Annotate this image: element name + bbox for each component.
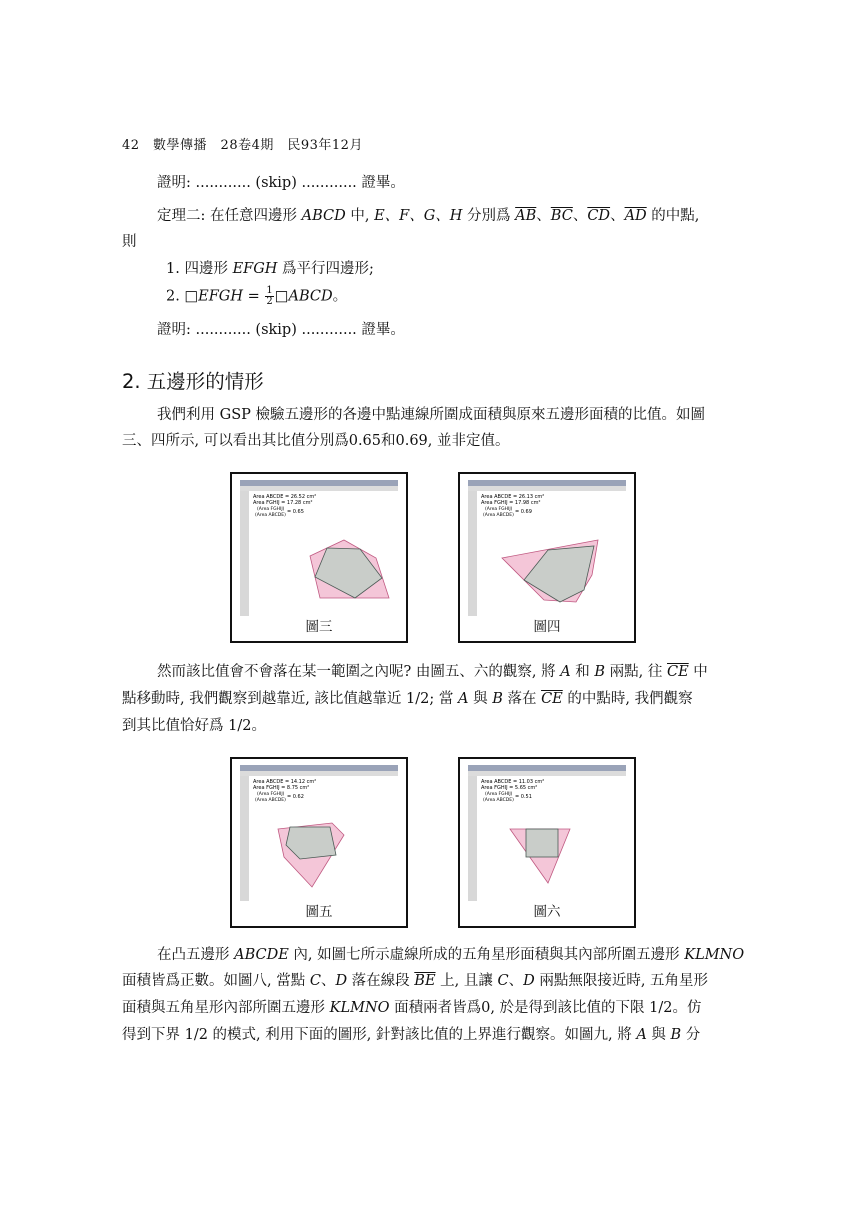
theorem-2-continuation: 則 — [122, 234, 137, 250]
area-abcde-text: Area ABCDE = 26.13 cm² — [481, 494, 545, 500]
paragraph-3-line-2: 面積皆爲正數。如圖八, 當點 C、D 落在線段 $\overline{BE}$ 上, 且讓 C、D 兩點無限接近時, 五角星形 — [122, 973, 709, 989]
gsp-screenshot-fig6 — [468, 765, 626, 901]
paragraph-2-line-2: 點移動時, 我們觀察到越靠近, 該比值越靠近 1/2; 當 A 與 B 落在 $\overline{CE}$ 的中點時, 我們觀察 — [122, 691, 693, 707]
proof-line-2: 證明: ............ (skip) ............ 證畢。 — [157, 322, 405, 338]
ratio-value-text: = 0.69 — [515, 509, 532, 515]
figure-4 — [458, 472, 636, 643]
theorem-2-line: 定理二: 在任意四邊形 ABCD 中, E、F、G、H 分別爲 $\overline{AB}$、$\overline{BC}$、$\overline{CD}$、$\overline{AD}$ 的中點, — [157, 208, 700, 224]
ratio-denominator-text: (Area ABCDE) — [255, 513, 286, 518]
paragraph-1-line-1: 我們利用 GSP 檢驗五邊形的各邊中點連線所圍成面積與原來五邊形面積的比值。如圖 — [157, 407, 705, 423]
ratio-numerator-text: (Area FGHIJ) — [485, 792, 513, 797]
area-fghij-text: Area FGHIJ = 17.28 cm² — [253, 500, 313, 506]
gsp-screenshot-fig3 — [240, 480, 398, 616]
area-abcde-text: Area ABCDE = 11.03 cm² — [481, 779, 545, 785]
figure-3 — [230, 472, 408, 643]
ratio-denominator-text: (Area ABCDE) — [483, 513, 514, 518]
gsp-screenshot-fig4 — [468, 480, 626, 616]
theorem-item-2: 2. □EFGH = $\frac{1}{2}$ □ABCD。 — [166, 285, 348, 307]
theorem-item-1: 1. 四邊形 EFGH 爲平行四邊形; — [166, 261, 374, 277]
figure-5 — [230, 757, 408, 928]
ratio-denominator-text: (Area ABCDE) — [255, 798, 286, 803]
area-fghij-text: Area FGHIJ = 17.98 cm² — [481, 500, 541, 506]
figure-6-caption: 圖六 — [533, 904, 561, 920]
figure-4-caption: 圖四 — [533, 619, 561, 635]
ratio-value-text: = 0.62 — [287, 794, 304, 800]
area-abcde-text: Area ABCDE = 26.52 cm² — [253, 494, 317, 500]
paragraph-3-line-3: 面積與五角星形內部所圍五邊形 KLMNO 面積兩者皆爲0, 於是得到該比值的下限 1/2。仿 — [122, 1000, 702, 1016]
ratio-value-text: = 0.51 — [515, 794, 532, 800]
area-abcde-text: Area ABCDE = 14.12 cm² — [253, 779, 317, 785]
paragraph-2-line-3: 到其比值恰好爲 1/2。 — [122, 718, 266, 734]
ratio-denominator-text: (Area ABCDE) — [483, 798, 514, 803]
figure-3-caption: 圖三 — [305, 619, 333, 635]
fraction-one-half: $\frac{1}{2}$ — [266, 285, 273, 307]
section-heading: 2. 五邊形的情形 — [122, 370, 264, 393]
ratio-numerator-text: (Area FGHIJ) — [257, 507, 285, 512]
area-fghij-text: Area FGHIJ = 5.65 cm² — [481, 785, 538, 791]
proof-line-1: 證明: ............ (skip) ............ 證畢。 — [157, 175, 405, 191]
area-fghij-text: Area FGHIJ = 8.75 cm² — [253, 785, 310, 791]
paragraph-2-line-1: 然而該比值會不會落在某一範圍之內呢? 由圖五、六的觀察, 將 A 和 B 兩點, 往 $\overline{CE}$ 中 — [157, 664, 708, 680]
midpoint-quadrilateral — [526, 829, 558, 857]
ratio-numerator-text: (Area FGHIJ) — [485, 507, 513, 512]
ratio-value-text: = 0.65 — [287, 509, 304, 515]
ratio-numerator-text: (Area FGHIJ) — [257, 792, 285, 797]
figure-5-caption: 圖五 — [305, 904, 333, 920]
paragraph-1-line-2: 三、四所示, 可以看出其比值分別爲0.65和0.69, 並非定值。 — [122, 433, 510, 449]
paragraph-3-line-4: 得到下界 1/2 的模式, 利用下面的圖形, 針對該比值的上界進行觀察。如圖九, 將 A 與 B 分 — [122, 1027, 701, 1043]
paragraph-3-line-1: 在凸五邊形 ABCDE 內, 如圖七所示虛線所成的五角星形面積與其內部所圍五邊形 KLMNO — [157, 947, 745, 963]
figure-6 — [458, 757, 636, 928]
running-header: 42 數學傳播 28卷4期 民93年12月 — [122, 138, 363, 153]
gsp-screenshot-fig5 — [240, 765, 398, 901]
